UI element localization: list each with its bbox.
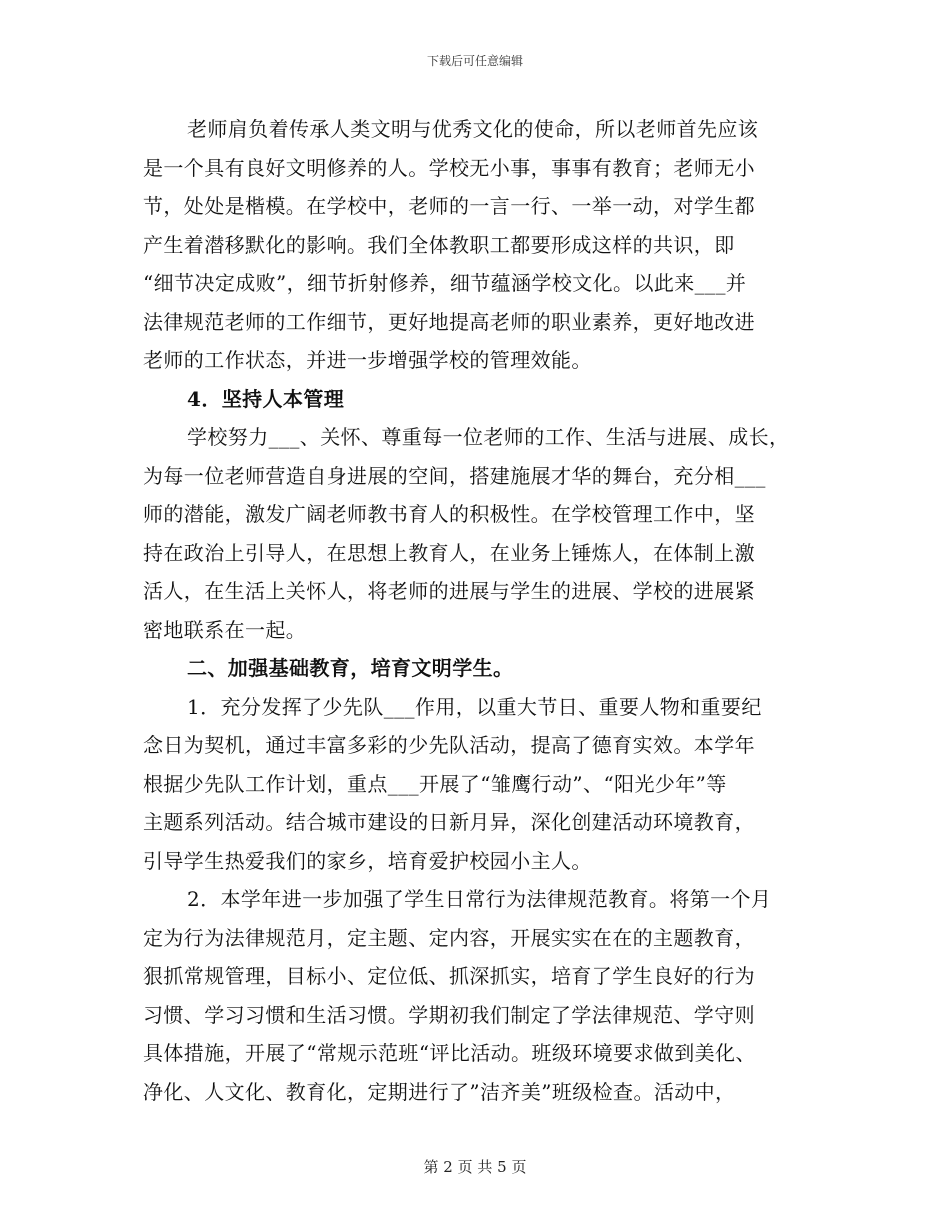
text-line: 节，处处是楷模。在学校中，老师的一言一行、一举一动，对学生都 [143, 194, 755, 218]
text-line: 主题系列活动。结合城市建设的日新月异，深化创建活动环境教育， [143, 810, 755, 834]
text-line: 为每一位老师营造自身进展的空间，搭建施展才华的舞台，充分相___ [143, 463, 766, 488]
text-line: 是一个具有良好文明修养的人。学校无小事，事事有教育；老师无小 [143, 155, 755, 180]
page-footer: 第 2 页 共 5 页 [423, 1158, 527, 1176]
text-line: 习惯、学习习惯和生活习惯。学期初我们制定了学法律规范、学守则 [143, 1002, 755, 1027]
text-line: 学校努力___、关怀、尊重每一位老师的工作、生活与进展、成长， [187, 425, 790, 449]
text-line: 1．充分发挥了少先队___作用，以重大节日、重要人物和重要纪 [187, 694, 762, 719]
text-line: 念日为契机，通过丰富多彩的少先队活动，提高了德育实效。本学年 [143, 733, 755, 757]
text-line: 净化、人文化、教育化，定期进行了”洁齐美”班级检查。活动中， [143, 1079, 736, 1104]
text-line: 老师肩负着传承人类文明与优秀文化的使命，所以老师首先应该 [187, 117, 759, 141]
text-line: 师的潜能，激发广阔老师教书育人的积极性。在学校管理工作中，坚 [143, 502, 755, 526]
text-line: 法律规范老师的工作细节，更好地提高老师的职业素养，更好地改进 [143, 309, 755, 334]
text-line: 狠抓常规管理，目标小、定位低、抓深抓实，培育了学生良好的行为 [143, 964, 755, 988]
text-line: 持在政治上引导人，在思想上教育人，在业务上锤炼人，在体制上激 [143, 540, 755, 565]
text-line: “细节决定成败”，细节折射修养，细节蕴涵学校文化。以此来___并 [143, 271, 747, 295]
section-heading: 4．坚持人本管理 [187, 386, 345, 411]
page-header: 下载后可任意编辑 [426, 54, 523, 68]
text-line: 活人，在生活上关怀人，将老师的进展与学生的进展、学校的进展紧 [143, 579, 755, 603]
text-line: 根据少先队工作计划，重点___开展了“雏鹰行动”、“阳光少年”等 [143, 771, 727, 796]
text-line: 引导学生热爱我们的家乡，培育爱护校园小主人。 [143, 848, 592, 873]
section-heading: 二、加强基础教育，培育文明学生。 [187, 656, 514, 680]
text-line: 2．本学年进一步加强了学生日常行为法律规范教育。将第一个月 [187, 887, 772, 911]
text-line: 具体措施，开展了“常规示范班“评比活动。班级环境要求做到美化、 [143, 1041, 756, 1065]
text-line: 老师的工作状态，并进一步增强学校的管理效能。 [143, 348, 592, 372]
text-line: 产生着潜移默化的影响。我们全体教职工都要形成这样的共识，即 [143, 232, 735, 257]
text-line: 定为行为法律规范月，定主题、定内容，开展实实在在的主题教育， [143, 925, 755, 950]
text-line: 密地联系在一起。 [143, 617, 307, 642]
document-body [143, 110, 823, 1111]
